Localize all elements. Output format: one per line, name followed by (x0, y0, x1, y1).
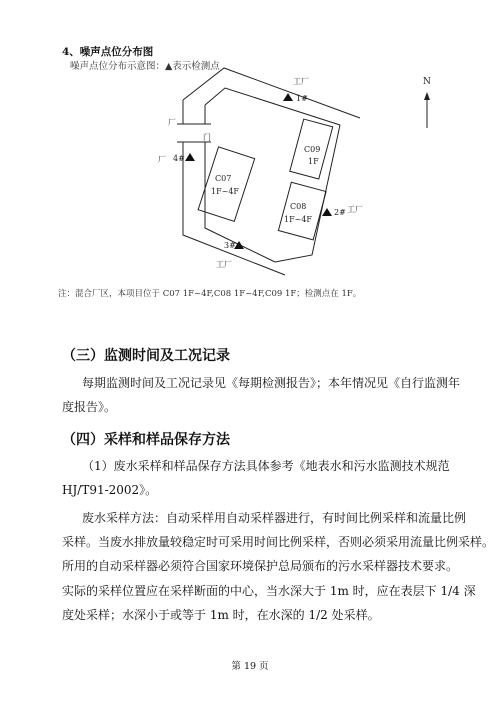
building-c07-floors: 1F~4F (211, 187, 239, 196)
factory-label-left: 厂 (158, 155, 166, 164)
noise-point-diagram (0, 0, 500, 310)
section-4-line-6: 实际的采样位置应在采样断面的中心，当水深大于 1m 时，应在表层下 1/4 深 (62, 584, 476, 598)
building-c09-name: C09 (304, 145, 321, 154)
section-4-line-7: 度处采样；水深小于或等于 1m 时，在水深的 1/2 处采样。 (62, 608, 380, 622)
factory-label-left-upper: 厂 (168, 118, 176, 127)
north-label: N (423, 77, 431, 87)
factory-label-top: 工厂 (293, 77, 309, 86)
factory-label-bottom: 工厂 (216, 260, 232, 269)
section-3-title: （三）监测时间及工况记录 (62, 348, 230, 364)
factory-label-right: 工厂 (347, 205, 363, 214)
site-top (205, 88, 340, 125)
building-c09-floors: 1F (308, 157, 319, 166)
point-marker-1 (283, 93, 293, 101)
point-label-2: 2# (334, 208, 346, 217)
section-3-line-2: 度报告》。 (62, 400, 117, 414)
section-3-line-1: 每期监测时间及工况记录见《每期检测报告》；本年情况见《自行监测年 (82, 376, 461, 390)
page-number: 第 19 页 (231, 661, 269, 672)
section-4-line-5: 所用的自动采样器必须符合国家环境保护总局颁布的污水采样器技术要求。 (62, 559, 459, 573)
section-4-line-1: （1）废水采样和样品保存方法具体参考《地表水和污水监测技术规范 (82, 459, 450, 473)
building-c07-name: C07 (215, 174, 232, 183)
section-4-line-4: 采样。当废水排放量较稳定时可采用时间比例采样，否则必须采用流量比例采样。 (62, 535, 495, 549)
point-label-1: 1# (296, 94, 308, 103)
section-4-line-3: 废水采样方法：自动采样用自动采样器进行，有时间比例采样和流量比例 (82, 511, 467, 525)
building-c08 (278, 182, 326, 240)
heading-noise-distribution: 4、噪声点位分布图 (62, 46, 154, 58)
point-marker-2 (322, 208, 332, 216)
building-c07 (198, 147, 255, 222)
point-marker-4 (185, 153, 195, 161)
building-c08-name: C08 (290, 202, 307, 211)
figure-caption: 噪声点位分布示意图：▲表示检测点 (70, 61, 220, 72)
point-label-4: 4# (173, 154, 185, 163)
outer-road-top (183, 68, 360, 118)
section-4-title: （四）采样和样品保存方法 (62, 432, 230, 448)
gate-label: 门 (203, 133, 211, 142)
section-4-line-2: HJ/T91-2002》。 (62, 483, 158, 497)
building-c08-floors: 1F~4F (284, 215, 312, 224)
point-label-3: 3# (224, 241, 236, 250)
figure-note: 注：混合厂区，本项目位于 C07 1F~4F,C08 1F~4F,C09 1F；检测点在 1F。 (58, 289, 362, 299)
